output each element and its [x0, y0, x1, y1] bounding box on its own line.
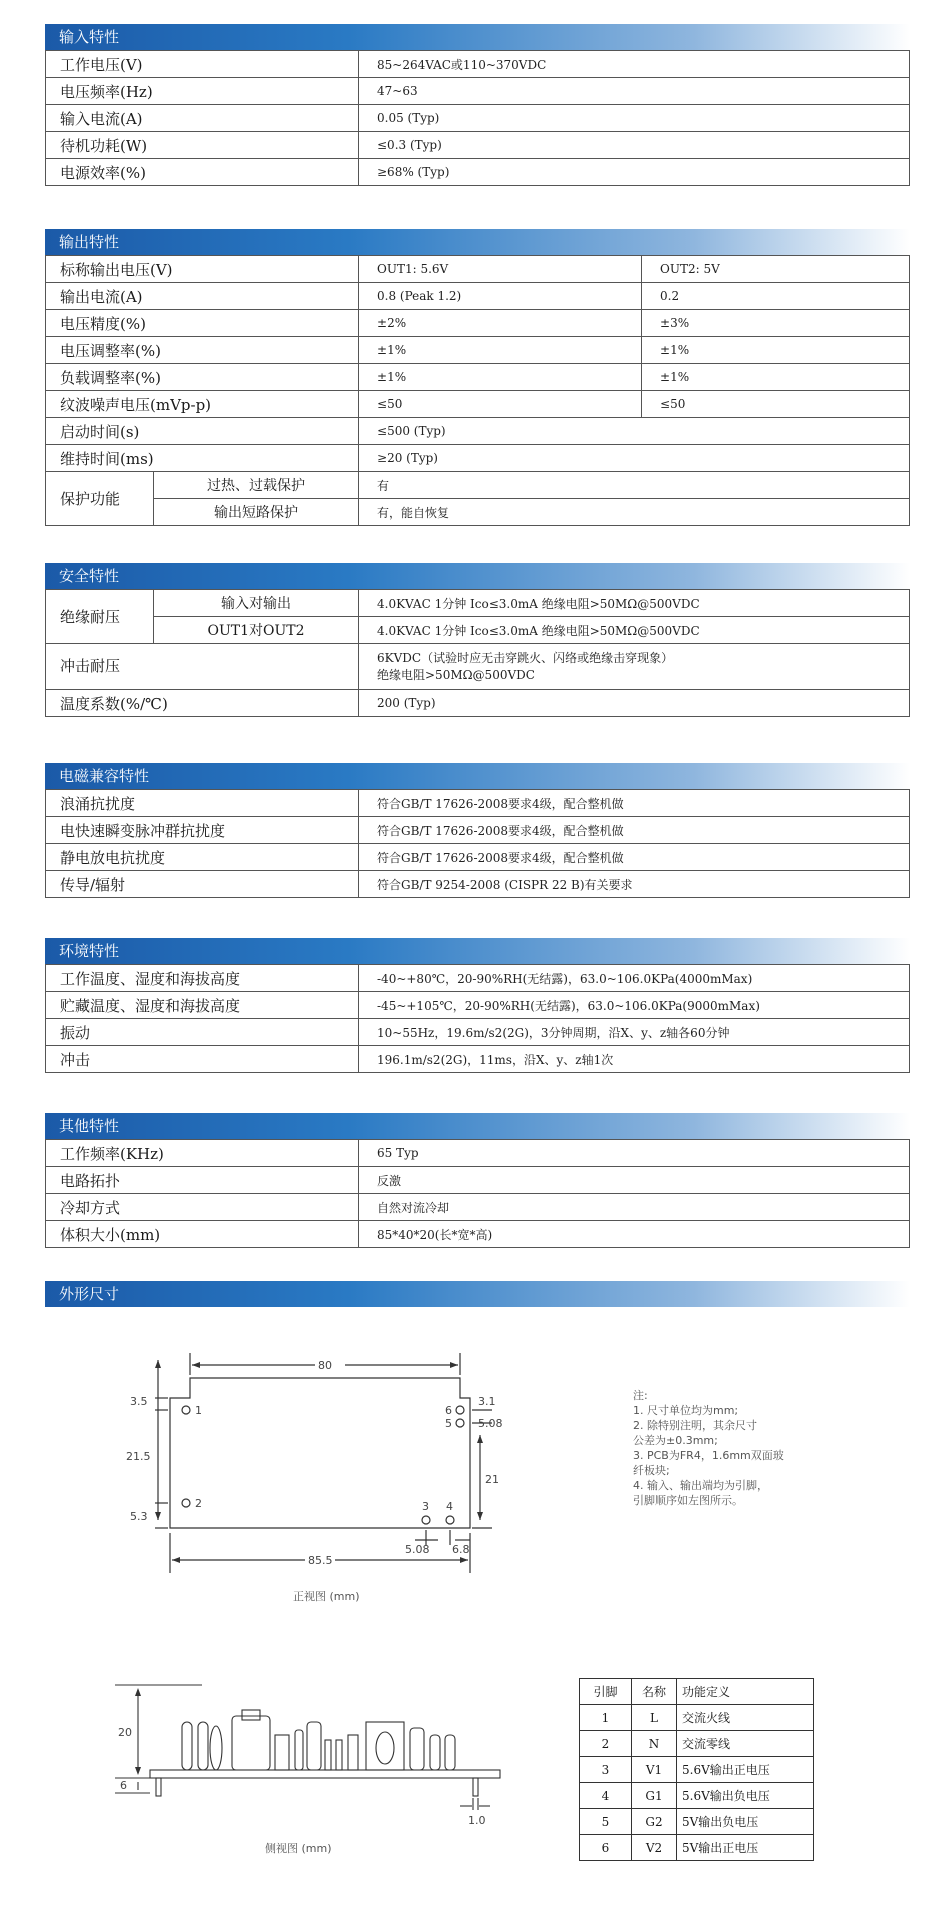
surge-line-2: 绝缘电阻>50MΩ@500VDC: [377, 667, 535, 682]
row-label: 冷却方式: [46, 1194, 359, 1221]
note-line: 1. 尺寸单位均为mm;: [633, 1404, 739, 1417]
emc-section: [45, 763, 910, 898]
row-label: 待机功耗(W): [46, 132, 359, 159]
dim-side-1-0: 1.0: [468, 1814, 486, 1827]
table-row: [46, 256, 910, 283]
pin-function: 5V输出负电压: [677, 1809, 814, 1835]
safety-table: [45, 589, 910, 717]
dim-85-5: 85.5: [308, 1554, 333, 1567]
pin-3-hole: [422, 1516, 430, 1524]
dim-side-20: 20: [118, 1726, 132, 1739]
table-row: [46, 871, 910, 898]
row-label: 冲击: [46, 1046, 359, 1073]
table-row: [46, 132, 910, 159]
pin-function: 5.6V输出正电压: [677, 1757, 814, 1783]
row-value: -45~+105℃，20-90%RH(无结露)，63.0~106.0KPa(9000mMax): [359, 992, 910, 1019]
row-value: ≤500 (Typ): [359, 418, 910, 445]
row-value: 10~55Hz，19.6m/s2(2G)，3分钟周期，沿X、y、z轴各60分钟: [359, 1019, 910, 1046]
table-row: [46, 472, 910, 499]
table-row: [46, 790, 910, 817]
emc-table: [45, 789, 910, 898]
table-row: [46, 283, 910, 310]
row-value: 符合GB/T 17626-2008要求4级，配合整机做: [359, 817, 910, 844]
row-label: 冲击耐压: [46, 644, 359, 690]
table-row: [580, 1705, 814, 1731]
note-line: 引脚顺序如左图所示。: [633, 1494, 743, 1507]
row-value: 反激: [359, 1167, 910, 1194]
pin-1-label: 1: [195, 1404, 202, 1417]
note-line: 公差为±0.3mm;: [633, 1434, 718, 1447]
pin-6-label: 6: [445, 1404, 452, 1417]
table-row: [46, 499, 910, 526]
pin-name: V2: [632, 1835, 677, 1861]
row-label: 振动: [46, 1019, 359, 1046]
safety-section: [45, 563, 910, 717]
header-name: 名称: [632, 1679, 677, 1705]
row-label: 输出电流(A): [46, 283, 359, 310]
row-label: 工作电压(V): [46, 51, 359, 78]
dim-3-1: 3.1: [478, 1395, 496, 1408]
sub-label: 输出短路保护: [154, 499, 359, 526]
table-row: [580, 1783, 814, 1809]
row-value: 符合GB/T 17626-2008要求4级，配合整机做: [359, 844, 910, 871]
env-section-title: 环境特性: [45, 938, 910, 964]
table-row: [46, 364, 910, 391]
env-section: [45, 938, 910, 1073]
row-label: 温度系数(%/℃): [46, 690, 359, 717]
row-value-out1: 0.8 (Peak 1.2): [359, 283, 642, 310]
row-label: 维持时间(ms): [46, 445, 359, 472]
row-value-out2: ≤50: [642, 391, 910, 418]
safety-section-title: 安全特性: [45, 563, 910, 589]
env-table: [45, 964, 910, 1073]
row-value-out2: ±1%: [642, 364, 910, 391]
table-row: [580, 1809, 814, 1835]
row-label: 电压频率(Hz): [46, 78, 359, 105]
note-line: 3. PCB为FR4，1.6mm双面玻: [633, 1449, 784, 1462]
table-row: [46, 391, 910, 418]
front-view-caption: 正视图 (mm): [293, 1590, 360, 1603]
dim-80: 80: [318, 1359, 332, 1372]
dim-21: 21: [485, 1473, 499, 1486]
other-section-title: 其他特性: [45, 1113, 910, 1139]
row-label: 工作温度、湿度和海拔高度: [46, 965, 359, 992]
table-row: [46, 1140, 910, 1167]
row-label: 标称输出电压(V): [46, 256, 359, 283]
row-label: 电快速瞬变脉冲群抗扰度: [46, 817, 359, 844]
dim-5-08-bottom: 5.08: [405, 1543, 430, 1556]
input-table: [45, 50, 910, 186]
table-row: [46, 337, 910, 364]
pin-5-hole: [456, 1419, 464, 1427]
dim-5-08-right: 5.08: [478, 1417, 503, 1430]
row-label: 电源效率(%): [46, 159, 359, 186]
header-function: 功能定义: [677, 1679, 814, 1705]
row-value: 85~264VAC或110~370VDC: [359, 51, 910, 78]
table-row: [46, 690, 910, 717]
row-label: 静电放电抗扰度: [46, 844, 359, 871]
row-label: 启动时间(s): [46, 418, 359, 445]
table-row: [46, 310, 910, 337]
other-table: [45, 1139, 910, 1248]
side-view-drawing: [110, 1680, 510, 1830]
table-row: [580, 1757, 814, 1783]
row-value: ≥68% (Typ): [359, 159, 910, 186]
row-label: 贮藏温度、湿度和海拔高度: [46, 992, 359, 1019]
table-row: [46, 1046, 910, 1073]
dim-5-3: 5.3: [130, 1510, 148, 1523]
row-value: 符合GB/T 9254-2008 (CISPR 22 B)有关要求: [359, 871, 910, 898]
table-row: [46, 590, 910, 617]
row-value: ≤0.3 (Typ): [359, 132, 910, 159]
pcb-board: [150, 1770, 500, 1778]
table-row: [46, 992, 910, 1019]
row-value: 4.0KVAC 1分钟 Ico≤3.0mA 绝缘电阻>50MΩ@500VDC: [359, 590, 910, 617]
pin-name: V1: [632, 1757, 677, 1783]
table-row: [46, 1194, 910, 1221]
row-value-out1: ≤50: [359, 391, 642, 418]
dim-3-5: 3.5: [130, 1395, 148, 1408]
surge-line-1: 6KVDC（试验时应无击穿跳火、闪络或绝缘击穿现象）: [377, 650, 674, 665]
row-label: 输入电流(A): [46, 105, 359, 132]
dims-section-title: 外形尺寸: [45, 1281, 910, 1307]
sub-label: 输入对输出: [154, 590, 359, 617]
table-row: [46, 1221, 910, 1248]
row-label: 保护功能: [46, 472, 154, 526]
row-value: -40~+80℃，20-90%RH(无结露)，63.0~106.0KPa(4000mMax): [359, 965, 910, 992]
front-view-drawing: [120, 1345, 503, 1585]
dim-6-8: 6.8: [452, 1543, 470, 1556]
table-row: [46, 78, 910, 105]
row-value: 85*40*20(长*宽*高): [359, 1221, 910, 1248]
row-value: 0.05 (Typ): [359, 105, 910, 132]
header-pin: 引脚: [580, 1679, 632, 1705]
table-row: [46, 817, 910, 844]
pin-table-header: [580, 1679, 814, 1705]
row-value: ≥20 (Typ): [359, 445, 910, 472]
table-row: [580, 1835, 814, 1861]
pin-name: L: [632, 1705, 677, 1731]
pin-name: G1: [632, 1783, 677, 1809]
table-row: [46, 418, 910, 445]
output-section: [45, 229, 910, 526]
row-label: 工作频率(KHz): [46, 1140, 359, 1167]
table-row: [46, 445, 910, 472]
row-value-out2: ±1%: [642, 337, 910, 364]
row-label: 电压精度(%): [46, 310, 359, 337]
table-row: [46, 844, 910, 871]
row-label: 电压调整率(%): [46, 337, 359, 364]
row-value-out1: ±1%: [359, 337, 642, 364]
row-value-out2: OUT2: 5V: [642, 256, 910, 283]
table-row: [46, 1167, 910, 1194]
notes: [633, 1388, 798, 1508]
row-label: 负载调整率(%): [46, 364, 359, 391]
dim-21-5: 21.5: [126, 1450, 151, 1463]
row-value: 自然对流冷却: [359, 1194, 910, 1221]
pin-number: 2: [580, 1731, 632, 1757]
sub-label: 过热、过载保护: [154, 472, 359, 499]
pin-4-label: 4: [446, 1500, 453, 1513]
pin-2-hole: [182, 1499, 190, 1507]
row-label: 纹波噪声电压(mVp-p): [46, 391, 359, 418]
sub-label: OUT1对OUT2: [154, 617, 359, 644]
pin-2-label: 2: [195, 1497, 202, 1510]
row-label: 绝缘耐压: [46, 590, 154, 644]
pin-number: 4: [580, 1783, 632, 1809]
pin-4-hole: [446, 1516, 454, 1524]
table-row: [46, 965, 910, 992]
row-label: 传导/辐射: [46, 871, 359, 898]
pin-name: G2: [632, 1809, 677, 1835]
row-value: 65 Typ: [359, 1140, 910, 1167]
dim-side-6: 6: [120, 1779, 127, 1792]
row-value: 4.0KVAC 1分钟 Ico≤3.0mA 绝缘电阻>50MΩ@500VDC: [359, 617, 910, 644]
note-line: 2. 除特别注明，其余尺寸: [633, 1419, 757, 1432]
pin-name: N: [632, 1731, 677, 1757]
input-section-title: 输入特性: [45, 24, 910, 50]
pin-number: 6: [580, 1835, 632, 1861]
output-table: [45, 255, 910, 526]
note-line: 注:: [633, 1389, 648, 1402]
row-value-out1: ±1%: [359, 364, 642, 391]
emc-section-title: 电磁兼容特性: [45, 763, 910, 789]
row-value: 196.1m/s2(2G)，11ms，沿X、y、z轴1次: [359, 1046, 910, 1073]
row-value-out2: ±3%: [642, 310, 910, 337]
table-row: [46, 617, 910, 644]
pin-function: 交流零线: [677, 1731, 814, 1757]
row-value: 有: [359, 472, 910, 499]
pin-3-label: 3: [422, 1500, 429, 1513]
pin-function: 5V输出正电压: [677, 1835, 814, 1861]
row-value-out1: OUT1: 5.6V: [359, 256, 642, 283]
pin-number: 1: [580, 1705, 632, 1731]
table-row: [46, 159, 910, 186]
output-section-title: 输出特性: [45, 229, 910, 255]
note-line: 纤板块;: [633, 1464, 670, 1477]
pin-right: [473, 1778, 478, 1796]
pin-1-hole: [182, 1406, 190, 1414]
pin-function: 交流火线: [677, 1705, 814, 1731]
pin-5-label: 5: [445, 1417, 452, 1430]
row-value-out2: 0.2: [642, 283, 910, 310]
row-value: 符合GB/T 17626-2008要求4级，配合整机做: [359, 790, 910, 817]
table-row: [580, 1731, 814, 1757]
table-row: [46, 1019, 910, 1046]
note-line: 4. 输入、输出端均为引脚，: [633, 1479, 768, 1492]
side-view-caption: 侧视图 (mm): [265, 1842, 332, 1855]
pin-definition-table: [579, 1678, 814, 1861]
table-row: [46, 105, 910, 132]
other-section: [45, 1113, 910, 1248]
pin-function: 5.6V输出负电压: [677, 1783, 814, 1809]
row-value: 有，能自恢复: [359, 499, 910, 526]
input-section: [45, 24, 910, 186]
dims-section: [45, 1281, 910, 1307]
row-value: 200 (Typ): [359, 690, 910, 717]
row-label: 体积大小(mm): [46, 1221, 359, 1248]
pin-number: 5: [580, 1809, 632, 1835]
pin-left: [156, 1778, 161, 1796]
table-row: [46, 644, 910, 690]
pin-number: 3: [580, 1757, 632, 1783]
pin-6-hole: [456, 1406, 464, 1414]
row-value: [359, 644, 910, 690]
row-value-out1: ±2%: [359, 310, 642, 337]
row-label: 电路拓扑: [46, 1167, 359, 1194]
table-row: [46, 51, 910, 78]
row-value: 47~63: [359, 78, 910, 105]
row-label: 浪涌抗扰度: [46, 790, 359, 817]
